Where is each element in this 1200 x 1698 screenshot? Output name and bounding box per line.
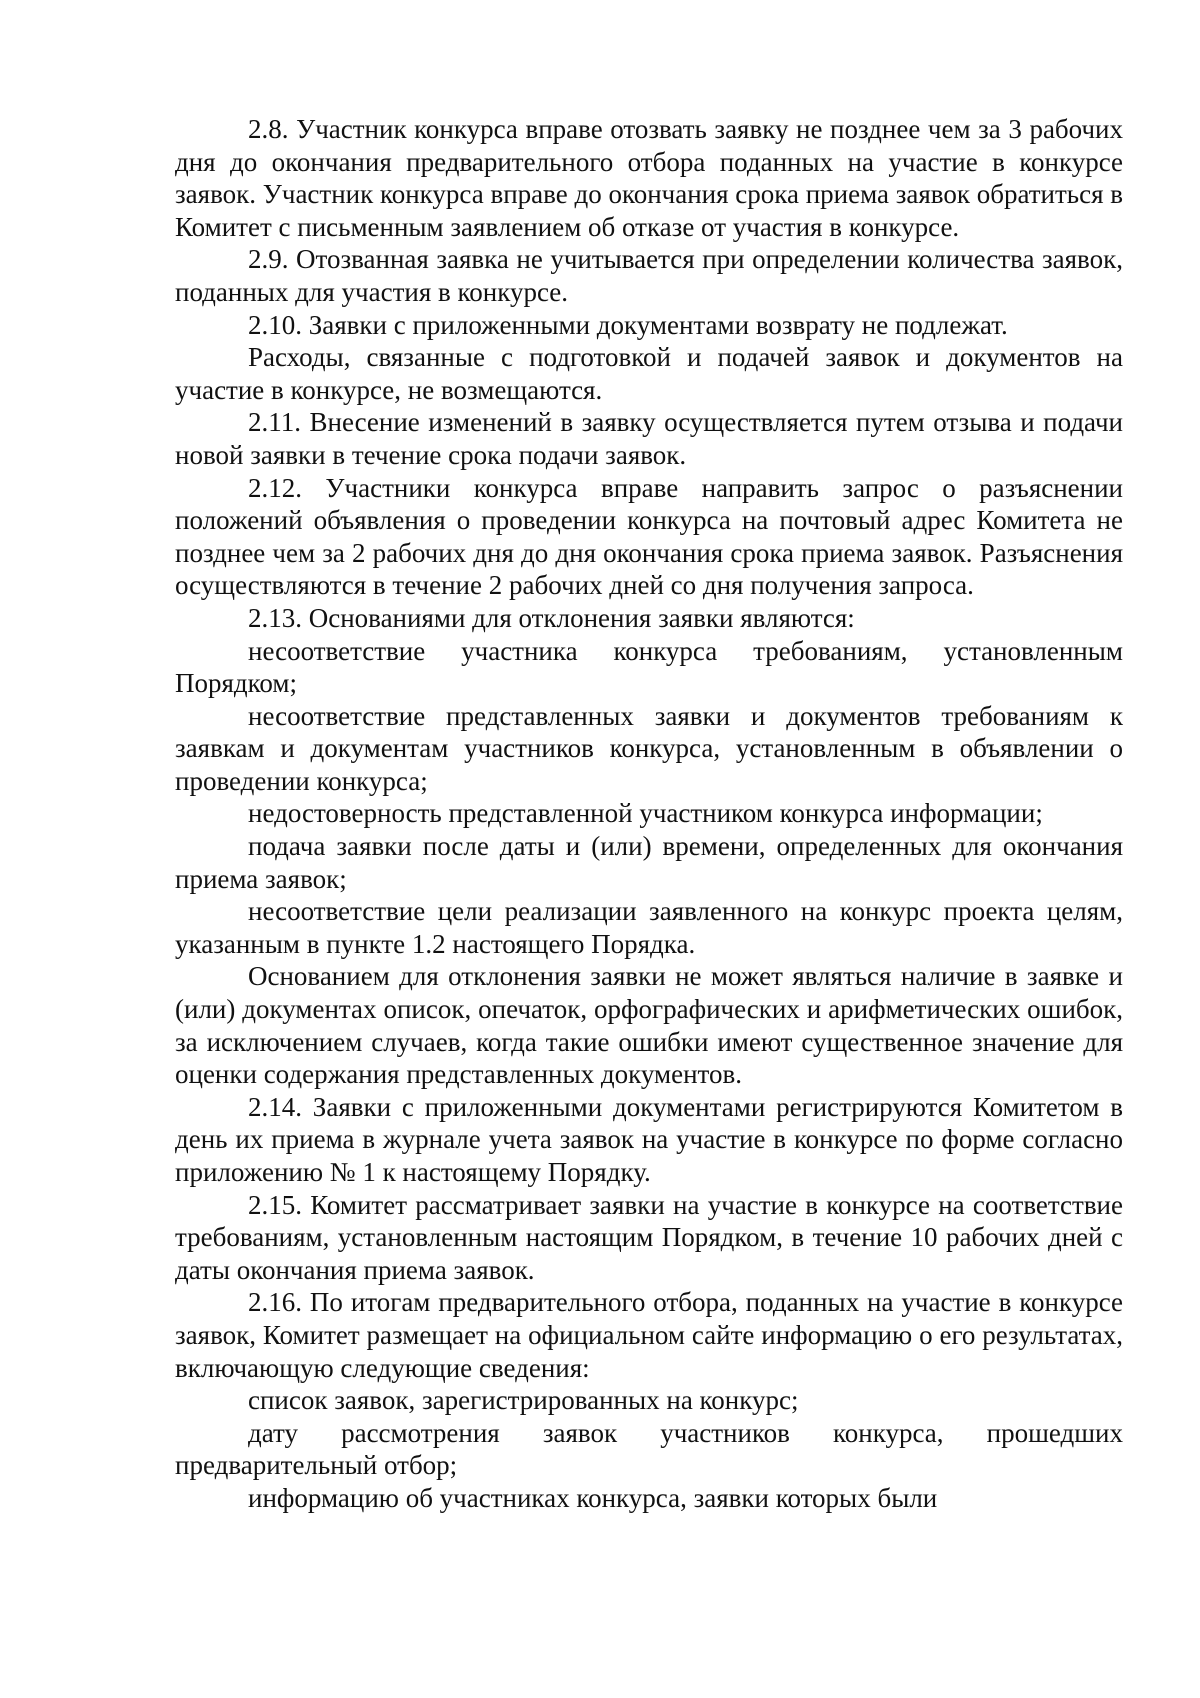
paragraph-2-15: 2.15. Комитет рассматривает заявки на участие в конкурсе на соответствие требованиям, установленным настоящим Порядком, в течение 10 рабочих дней с даты окончания приема заявок. bbox=[175, 1189, 1123, 1285]
paragraph-not-grounds: Основанием для отклонения заявки не может являться наличие в заявке и (или) документах описок, опечаток, орфографических и арифметических ошибок, за исключением случаев, когда такие ошибки имеют существенное значение для оценки содержания представленных документов. bbox=[175, 961, 1123, 1090]
list-item-rejection-4: подача заявки после даты и (или) времени, определенных для окончания приема заявок; bbox=[175, 831, 1123, 894]
paragraph-2-12: 2.12. Участники конкурса вправе направить запрос о разъяснении положений объявления о проведении конкурса на почтовый адрес Комитета не позднее чем за 2 рабочих дня до дня окончания срока приема заявок. Разъяснения осуществляются в течение 2 рабочих дней со дня получения запроса. bbox=[175, 472, 1123, 601]
list-item-rejection-1: несоответствие участника конкурса требованиям, установленным Порядком; bbox=[175, 635, 1123, 699]
list-item-results-1: список заявок, зарегистрированных на конкурс; bbox=[248, 1385, 799, 1416]
list-item-rejection-3: недостоверность представленной участником конкурса информации; bbox=[248, 798, 1043, 829]
list-item-results-2: дату рассмотрения заявок участников конкурса, прошедших предварительный отбор; bbox=[175, 1417, 1123, 1481]
list-item-results-3: информацию об участниках конкурса, заявки которых были bbox=[248, 1482, 938, 1513]
paragraph-2-13: 2.13. Основаниями для отклонения заявки являются: bbox=[248, 602, 855, 633]
document-body bbox=[175, 113, 1123, 1515]
paragraph-2-9: 2.9. Отозванная заявка не учитывается при определении количества заявок, поданных для участия в конкурсе. bbox=[175, 244, 1123, 307]
list-item-rejection-2: несоответствие представленных заявки и документов требованиям к заявкам и документам участников конкурса, установленным в объявлении о проведении конкурса; bbox=[175, 700, 1123, 796]
list-item-rejection-5: несоответствие цели реализации заявленного на конкурс проекта целям, указанным в пункте 1.2 настоящего Порядка. bbox=[175, 896, 1123, 959]
paragraph-expenses: Расходы, связанные с подготовкой и подачей заявок и документов на участие в конкурсе, не возмещаются. bbox=[175, 342, 1123, 405]
paragraph-2-11: 2.11. Внесение изменений в заявку осуществляется путем отзыва и подачи новой заявки в течение срока подачи заявок. bbox=[175, 407, 1123, 470]
paragraph-2-8: 2.8. Участник конкурса вправе отозвать заявку не позднее чем за 3 рабочих дня до окончания предварительного отбора поданных на участие в конкурсе заявок. Участник конкурса вправе до окончания срока приема заявок обратиться в Комитет с письменным заявлением об отказе от участия в конкурсе. bbox=[175, 114, 1124, 242]
paragraph-2-10: 2.10. Заявки с приложенными документами возврату не подлежат. bbox=[248, 309, 1008, 340]
paragraph-2-16: 2.16. По итогам предварительного отбора, поданных на участие в конкурсе заявок, Комитет размещает на официальном сайте информацию о его результатах, включающую следующие сведения: bbox=[175, 1287, 1123, 1383]
paragraph-2-14: 2.14. Заявки с приложенными документами регистрируются Комитетом в день их приема в журнале учета заявок на участие в конкурсе по форме согласно приложению № 1 к настоящему Порядку. bbox=[175, 1091, 1123, 1187]
